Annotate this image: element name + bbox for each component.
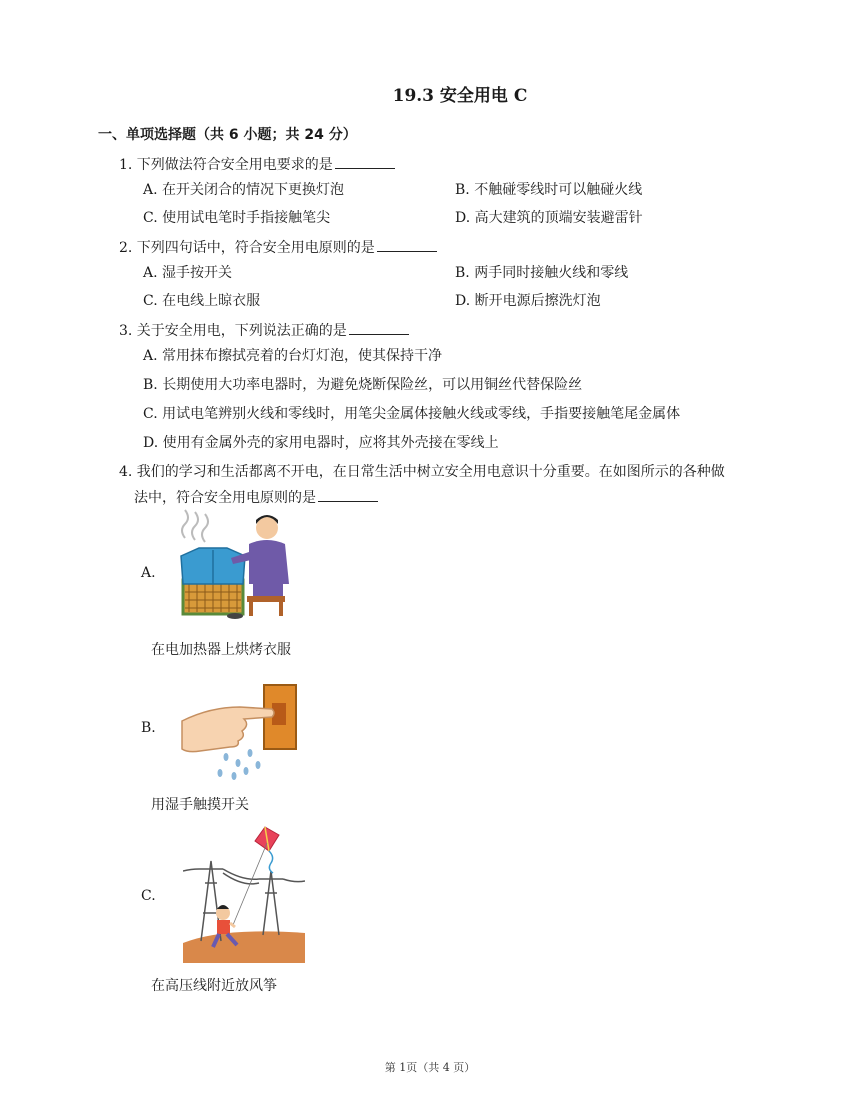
answer-blank [377, 239, 437, 252]
picture-option-a-caption: 在电加热器上烘烤衣服 [151, 642, 291, 658]
question-3-text: 3. 关于安全用电，下列说法正确的是 [119, 323, 347, 339]
question-1-option-d: D. 高大建筑的顶端安装避雷针 [455, 210, 643, 226]
question-4-text: 法中，符合安全用电原则的是 [134, 490, 316, 506]
answer-blank [335, 156, 395, 169]
question-4-stem-line2 [134, 487, 378, 507]
question-3-option-c: C. 用试电笔辨别火线和零线时，用笔尖金属体接触火线或零线，手指要接触笔尾金属体 [143, 406, 681, 422]
answer-blank [349, 322, 409, 335]
question-4-stem-line1: 4. 我们的学习和生活都离不开电，在日常生活中树立安全用电意识十分重要。在如图所示的各种做 [119, 464, 725, 480]
section-heading: 一、单项选择题（共 6 小题；共 24 分） [98, 127, 357, 143]
question-3-stem [119, 320, 409, 340]
question-2-option-a: A. 湿手按开关 [143, 265, 233, 281]
question-2-option-d: D. 断开电源后擦洗灯泡 [455, 293, 601, 309]
question-2-option-c: C. 在电线上晾衣服 [143, 293, 261, 309]
page-footer: 第 1页（共 4 页） [384, 1061, 476, 1074]
picture-option-b-caption: 用湿手触摸开关 [151, 797, 249, 813]
picture-option-b-label: B. [141, 720, 156, 736]
answer-blank [318, 489, 378, 502]
question-3-option-d: D. 使用有金属外壳的家用电器时，应将其外壳接在零线上 [143, 435, 499, 451]
page-title: 19.3 安全用电 C [392, 86, 528, 106]
question-1-option-b: B. 不触碰零线时可以触碰火线 [455, 182, 643, 198]
kite-near-power-lines-illustration [183, 823, 305, 963]
question-3-option-b: B. 长期使用大功率电器时，为避免烧断保险丝，可以用铜丝代替保险丝 [143, 377, 583, 393]
picture-option-a-label: A. [141, 565, 156, 581]
question-2-option-b: B. 两手同时接触火线和零线 [455, 265, 629, 281]
question-1-option-c: C. 使用试电笔时手指接触笔尖 [143, 210, 331, 226]
heater-drying-clothes-illustration [175, 508, 293, 620]
picture-option-c-label: C. [141, 888, 156, 904]
question-2-stem [119, 237, 437, 257]
question-2-text: 2. 下列四句话中，符合安全用电原则的是 [119, 240, 375, 256]
question-3-option-a: A. 常用抹布擦拭亮着的台灯灯泡，使其保持干净 [143, 348, 443, 364]
question-1-option-a: A. 在开关闭合的情况下更换灯泡 [143, 182, 345, 198]
wet-hand-switch-illustration [180, 681, 300, 781]
question-1-text: 1. 下列做法符合安全用电要求的是 [119, 157, 333, 173]
picture-option-c-caption: 在高压线附近放风筝 [151, 978, 277, 994]
question-1-stem [119, 154, 395, 174]
